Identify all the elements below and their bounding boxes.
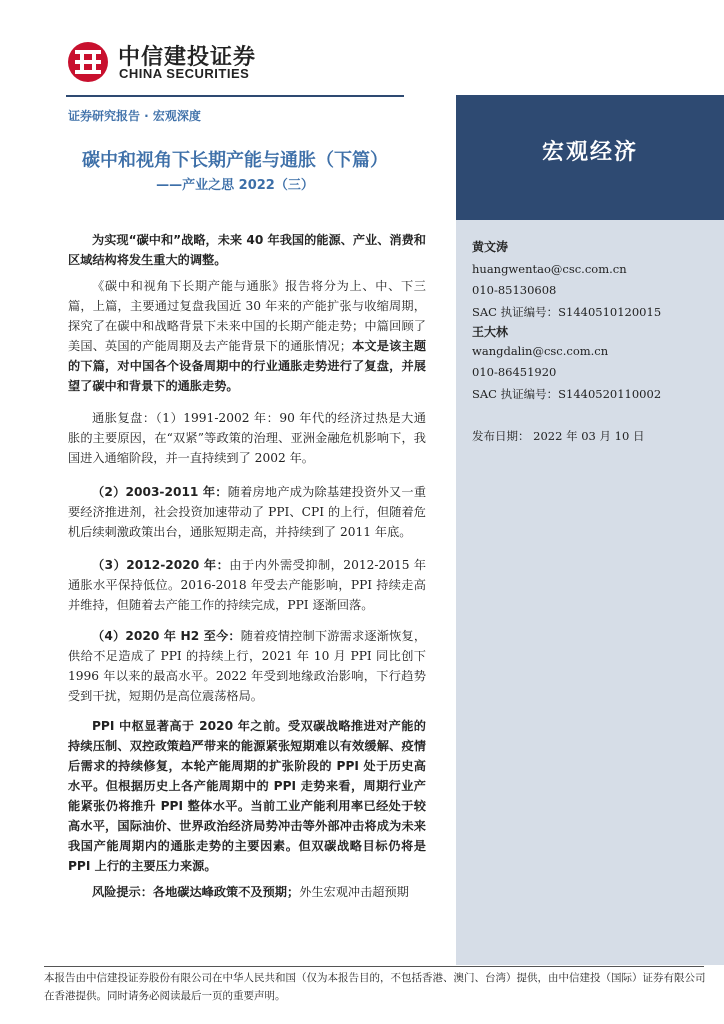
footer-disclaimer: 本报告由中信建投证券股份有限公司在中华人民共和国（仅为本报告目的，不包括香港、澳门、台湾）提供，由中信建投（国际）证券有限公司在香港提供。同时请务必阅读最后一页的重要声明。: [44, 972, 706, 1002]
analyst-name: 王大林: [472, 325, 509, 339]
analyst-license: SAC 执证编号：S1440520110002: [472, 387, 662, 401]
report-structure-paragraph: [68, 276, 426, 396]
structure-highlight: 本文是该主题的下篇，对中国各个设备周期中的行业通胀走势进行了复盘，并展望了碳中和背景下的通胀走势。: [68, 339, 427, 393]
summary-paragraph: [68, 230, 426, 270]
review-text-4: 随着疫情控制下游需求逐渐恢复，供给不足造成了 PPI 的持续上行，2021 年 10 月 PPI 同比创下 1996 年以来的最高水平。2022 年受到地缘政治影响，下行趋势受到干扰，短期仍是高位震荡格局。: [68, 629, 427, 703]
review-text-2: 随着房地产成为除基建投资外又一重要经济推进剂，社会投资加速带动了 PPI、CPI 的上行，但随着危机后续刺激政策出台，通胀短期走高，并持续到了 2011 年底。: [68, 485, 427, 539]
analyst-phone: 010-86451920: [472, 365, 557, 379]
structure-text: 《碳中和视角下长期产能与通胀》报告将分为上、中、下三篇，上篇，主要通过复盘我国近 30 年来的产能扩张与收缩周期，探究了在碳中和战略背景下未来中国的长期产能走势；中篇回顾了美国、英国的产能周期及去产能背景下的通胀情况；: [68, 279, 426, 353]
analyst-phone: 010-85130608: [472, 283, 557, 297]
inflation-review-1: [68, 408, 426, 468]
logo-chinese-name: 中信建投证券: [118, 45, 257, 70]
review-period-4: （4）2020 年 H2 至今：: [92, 629, 241, 643]
review-text-3: 由于内外需受抑制，2012-2015 年通胀水平保持低位。2016-2018 年受去产能影响，PPI 持续走高并维持，但随着去产能工作的持续完成，PPI 逐渐回落。: [68, 558, 427, 612]
inflation-review-4: [68, 626, 426, 706]
risk-warning: [68, 882, 426, 902]
category-title: 宏观经济: [541, 140, 638, 165]
inflation-review-2: [68, 482, 426, 542]
inflation-review-3: [68, 555, 426, 615]
analyst-name: 黄文涛: [472, 240, 509, 254]
report-title: 碳中和视角下长期产能与通胀（下篇）: [82, 150, 388, 171]
review-text-1: 通胀复盘：（1）1991-2002 年：90 年代的经济过热是大通胀的主要原因，在“双紧”等政策的治理、亚洲金融危机影响下，我国进入通缩阶段，并一直持续到了 2002 年。: [68, 411, 426, 465]
risk-label: 风险提示：各地碳达峰政策不及预期；: [92, 885, 300, 899]
company-logo: [66, 36, 266, 86]
review-period-3: （3）2012-2020 年：: [92, 558, 230, 572]
footer-rule: [44, 966, 704, 967]
company-logo-icon: [66, 40, 110, 84]
summary-lead: 为实现“碳中和”战略，未来 40 年我国的能源、产业、消费和区域结构将发生重大的调整。: [68, 233, 426, 267]
analyst-email[interactable]: huangwentao@csc.com.cn: [472, 262, 627, 276]
review-period-2: （2）2003-2011 年：: [92, 485, 228, 499]
header-rule: [66, 95, 404, 97]
report-type-label: 证券研究报告 · 宏观深度: [68, 109, 201, 123]
analyst-email[interactable]: wangdalin@csc.com.cn: [472, 344, 609, 358]
outlook-text: PPI 中枢显著高于 2020 年之前。受双碳战略推进对产能的持续压制、双控政策趋严带来的能源紧张短期难以有效缓解、疫情后需求的持续修复，本轮产能周期的扩张阶段的 PPI 处于历史高水平。但根据历史上各产能周期中的 PPI 走势来看，周期行业产能紧张仍将推升 PPI 整体水平。当前工业产能利用率已经处于较高水平，国际油价、世界政治经济局势冲击等外部冲击将成为未来我国产能周期内的通胀走势的主要因素。但双碳战略目标仍将是 PPI 上行的主要压力来源。: [68, 719, 426, 873]
report-subtitle: ——产业之思 2022（三）: [156, 178, 314, 193]
publish-date: 发布日期： 2022 年 03 月 10 日: [472, 429, 645, 443]
logo-english-name: CHINA SECURITIES: [119, 66, 250, 81]
risk-text: 外生宏观冲击超预期: [299, 885, 409, 899]
outlook-paragraph: [68, 716, 426, 876]
analyst-license: SAC 执证编号：S1440510120015: [472, 305, 662, 319]
